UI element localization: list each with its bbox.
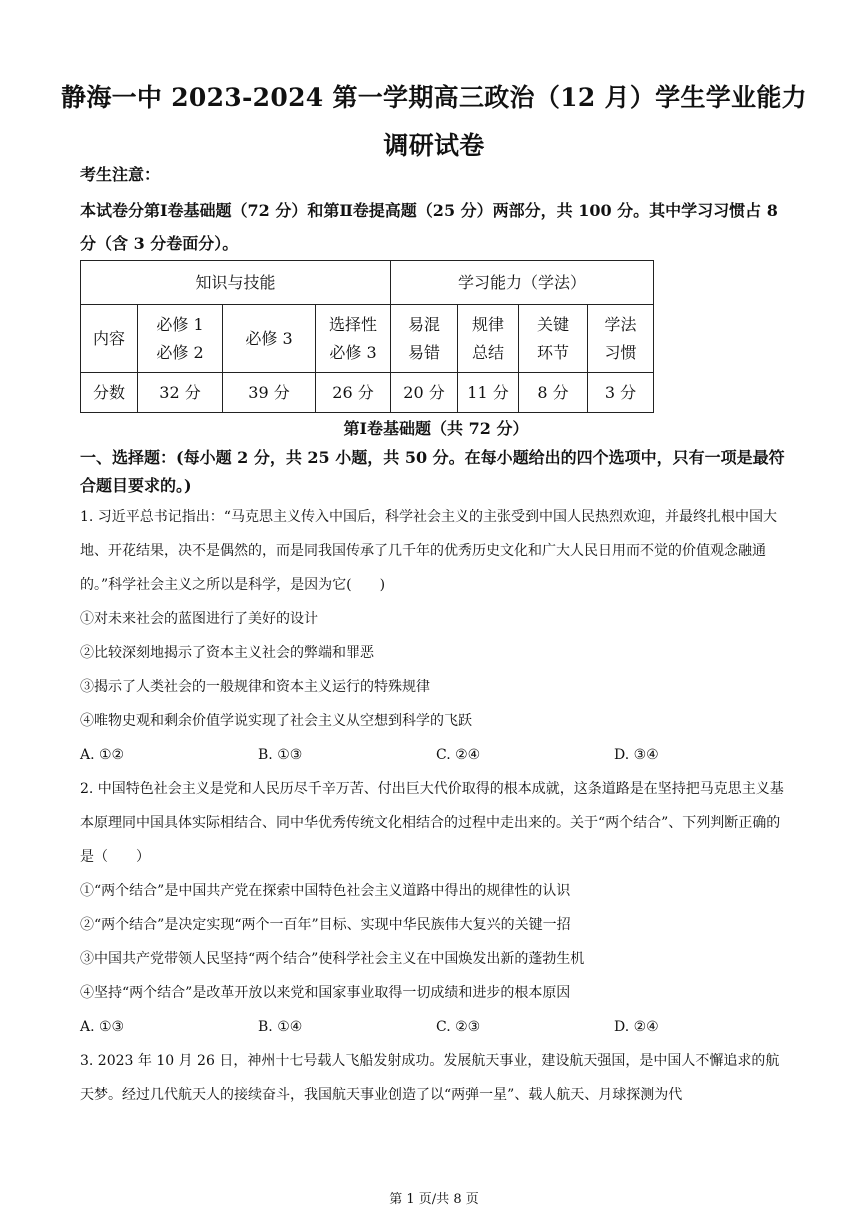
section-title: 第Ⅰ卷基础题（共 72 分） [343, 419, 529, 438]
question-stem: 2. 中国特色社会主义是党和人民历尽千辛万苦、付出巨大代价取得的根本成就，这条道路是在坚持把马克思主义基本原理同中国具体实际相结合、同中华优秀传统文化相结合的过程中走出来的。关于“两个结合”、下列判断正确的是（ ） [80, 781, 784, 865]
page-footer: 第 1 页/共 8 页 [389, 1192, 479, 1207]
notice-heading: 考生注意： [80, 165, 161, 184]
question-1 [80, 500, 792, 772]
score-cell: 3 分 [588, 373, 654, 413]
option-c: C. ②③ [436, 1019, 481, 1035]
score-cell: 20 分 [391, 373, 458, 413]
question-2 [80, 772, 792, 1044]
question-statement: ③中国共产党带领人民坚持“两个结合”使科学社会主义在中国焕发出新的蓬勃生机 [80, 951, 585, 967]
option-b: B. ①③ [258, 747, 303, 763]
option-a: A. ①② [80, 747, 125, 763]
score-cell: 8 分 [519, 373, 588, 413]
group-knowledge-header: 知识与技能 [81, 261, 391, 305]
question-statement: ④唯物史观和剩余价值学说实现了社会主义从空想到科学的飞跃 [80, 713, 472, 729]
part-one-heading: 一、选择题：(每小题 2 分，共 25 小题，共 50 分。在每小题给出的四个选项中，只有一项是最符合题目要求的。) [80, 448, 785, 495]
column-label: 规律 总结 [458, 305, 519, 373]
column-label: 选择性 必修 3 [316, 305, 391, 373]
notice-body: 本试卷分第Ⅰ卷基础题（72 分）和第Ⅱ卷提高题（25 分）两部分，共 100 分。其中学习习惯占 8 分（含 3 分卷面分）。 [80, 201, 778, 253]
option-a: A. ①③ [80, 1019, 125, 1035]
score-cell: 39 分 [223, 373, 316, 413]
group-ability-header: 学习能力（学法） [391, 261, 654, 305]
question-3 [80, 1044, 792, 1112]
question-stem: 1. 习近平总书记指出：“马克思主义传入中国后，科学社会主义的主张受到中国人民热烈欢迎，并最终扎根中国大地、开花结果，决不是偶然的，而是同我国传承了几千年的优秀历史文化和广大人民日用而不觉的价值观念融通的。”科学社会主义之所以是科学，是因为它( ) [80, 509, 777, 593]
column-label: 必修 3 [223, 305, 316, 373]
score-cell: 11 分 [458, 373, 519, 413]
score-cell: 32 分 [138, 373, 223, 413]
option-d: D. ②④ [614, 1019, 659, 1035]
option-d: D. ③④ [614, 747, 659, 763]
column-label: 学法 习惯 [588, 305, 654, 373]
row-label-score: 分数 [81, 373, 138, 413]
question-statement: ②比较深刻地揭示了资本主义社会的弊端和罪恶 [80, 645, 374, 661]
column-label: 必修 1 必修 2 [138, 305, 223, 373]
question-statement: ④坚持“两个结合”是改革开放以来党和国家事业取得一切成绩和进步的根本原因 [80, 985, 571, 1001]
score-cell: 26 分 [316, 373, 391, 413]
question-statement: ②“两个结合”是决定实现“两个一百年”目标、实现中华民族伟大复兴的关键一招 [80, 917, 571, 933]
column-label: 易混 易错 [391, 305, 458, 373]
answer-options [80, 1010, 792, 1044]
question-stem: 3. 2023 年 10 月 26 日，神州十七号载人飞船发射成功。发展航天事业，建设航天强国，是中国人不懈追求的航天梦。经过几代航天人的接续奋斗，我国航天事业创造了以“两弹一星”、载人航天、月球探测为代 [80, 1053, 780, 1103]
question-statement: ①“两个结合”是中国共产党在探索中国特色社会主义道路中得出的规律性的认识 [80, 883, 571, 899]
option-c: C. ②④ [436, 747, 481, 763]
column-label: 关键 环节 [519, 305, 588, 373]
question-statement: ③揭示了人类社会的一般规律和资本主义运行的特殊规律 [80, 679, 430, 695]
row-label-content: 内容 [81, 305, 138, 373]
answer-options [80, 738, 792, 772]
score-table [80, 260, 654, 413]
exam-title: 静海一中 2023-2024 第一学期高三政治（12 月）学生学业能力调研试卷 [61, 83, 807, 160]
option-b: B. ①④ [258, 1019, 303, 1035]
question-statement: ①对未来社会的蓝图进行了美好的设计 [80, 611, 318, 627]
